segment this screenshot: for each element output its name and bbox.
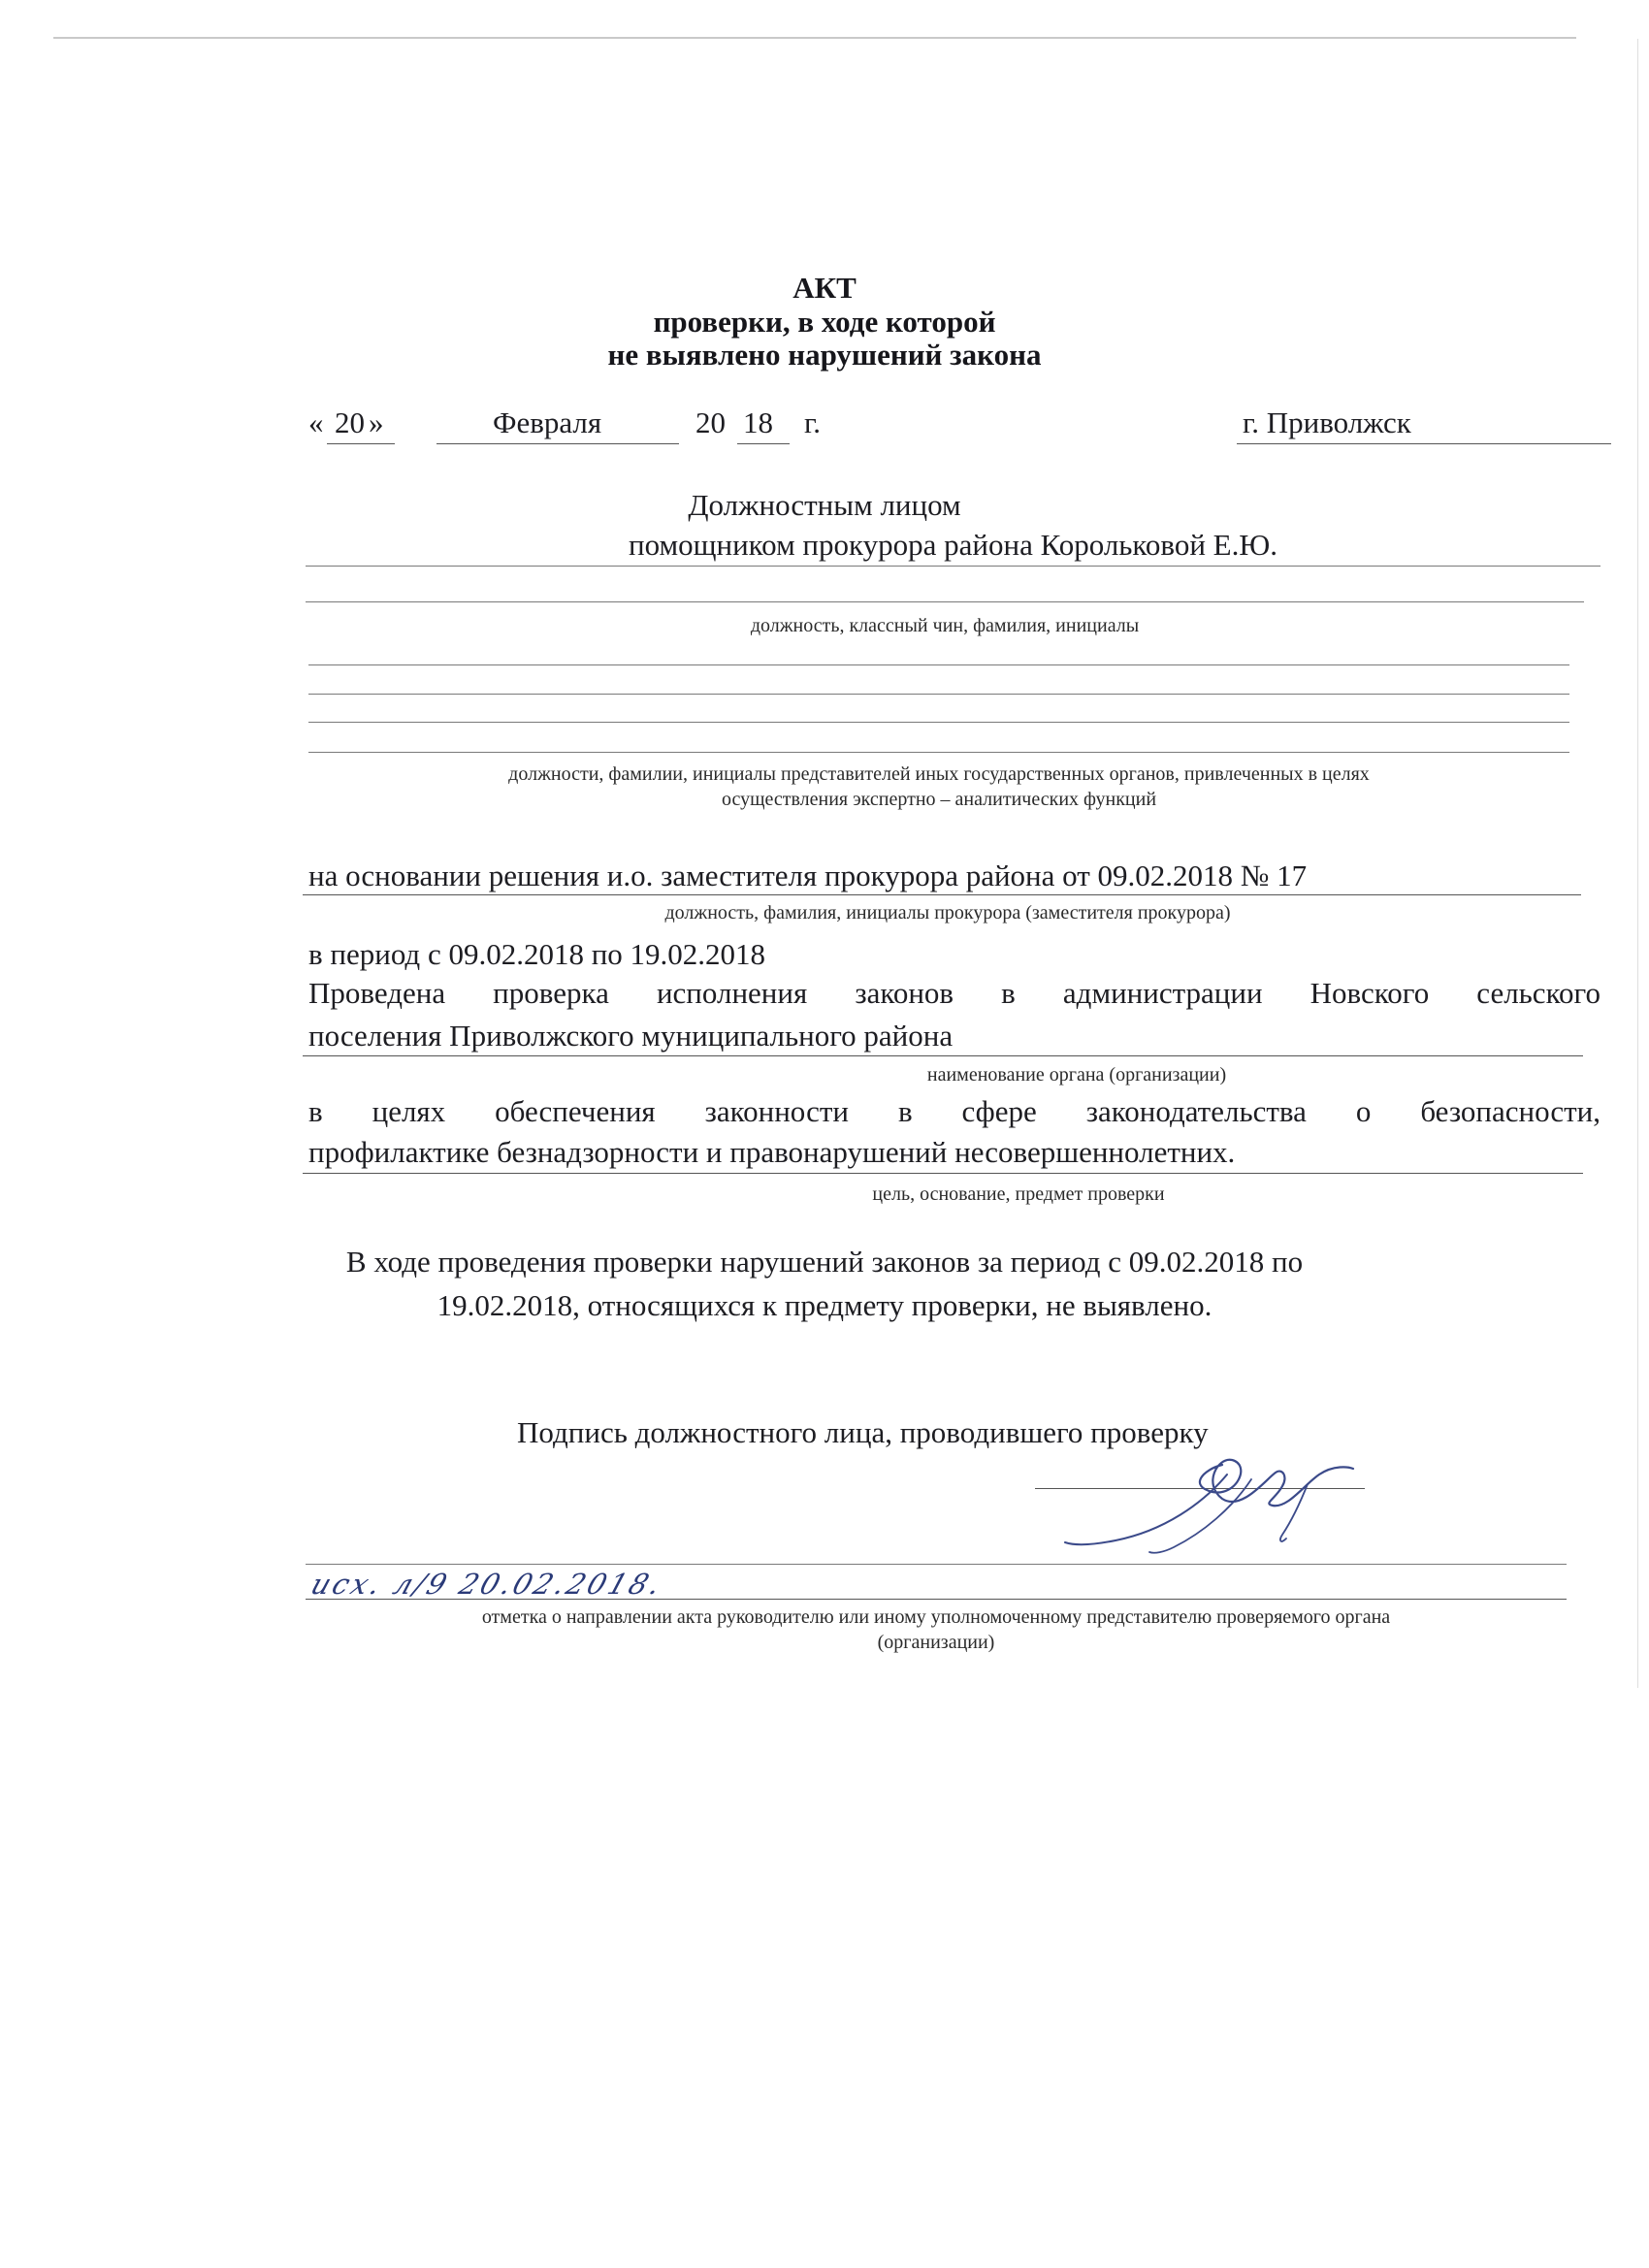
scan-edge-top bbox=[53, 37, 1576, 39]
date-year-prefix: 20 bbox=[695, 405, 726, 439]
official-name: помощником прокурора района Корольковой Е.Ю. bbox=[629, 528, 1277, 562]
date-day: 20 bbox=[335, 405, 365, 439]
experts-caption-1: должности, фамилии, инициалы представителей иных государственных органов, привлеченных в целях bbox=[508, 763, 1370, 785]
experts-line-4 bbox=[308, 752, 1569, 753]
dispatch-caption-1: отметка о направлении акта руководителю или иному уполномоченному представителю проверяемого органа bbox=[481, 1606, 1391, 1628]
experts-line-2 bbox=[308, 694, 1569, 695]
inspection-underline bbox=[303, 1055, 1583, 1056]
experts-caption-2: осуществления экспертно – аналитических функций bbox=[721, 789, 1157, 810]
official-caption: должность, классный чин, фамилия, инициалы bbox=[750, 615, 1140, 636]
date-month: Февраля bbox=[493, 405, 602, 439]
dispatch-handwritten-note: исх. л/9 20.02.2018. bbox=[307, 1568, 668, 1601]
result-line-1: В ходе проведения проверки нарушений законов за период с 09.02.2018 по bbox=[345, 1245, 1304, 1279]
experts-line-1 bbox=[308, 664, 1569, 665]
basis-text: на основании решения и.о. заместителя прокурора района от 09.02.2018 № 17 bbox=[308, 859, 1308, 892]
purpose-underline bbox=[303, 1173, 1583, 1174]
inspection-line-1: Проведена проверка исполнения законов в администрации Новского сельского bbox=[308, 976, 1600, 1010]
dispatch-caption-2: (организации) bbox=[877, 1632, 995, 1653]
date-close-quote: » bbox=[369, 405, 384, 439]
official-label: Должностным лицом bbox=[688, 488, 961, 522]
official-underline bbox=[306, 566, 1600, 567]
dispatch-top-line bbox=[306, 1564, 1567, 1565]
date-year-unit: г. bbox=[804, 405, 821, 439]
purpose-line-1: в целях обеспечения законности в сфере законодательства о безопасности, bbox=[308, 1094, 1600, 1128]
document-subtitle-2: не выявлено нарушений закона bbox=[607, 338, 1042, 372]
day-underline bbox=[327, 443, 395, 444]
period-text: в период с 09.02.2018 по 19.02.2018 bbox=[308, 937, 766, 971]
handwritten-signature bbox=[1057, 1426, 1368, 1571]
date-year-suffix: 18 bbox=[743, 405, 773, 439]
city: г. Приволжск bbox=[1243, 405, 1411, 439]
official-extra-line bbox=[306, 601, 1584, 602]
document-title: АКТ bbox=[792, 271, 857, 305]
result-line-2: 19.02.2018, относящихся к предмету проверки, не выявлено. bbox=[436, 1288, 1212, 1322]
signature-label: Подпись должностного лица, проводившего проверку bbox=[517, 1415, 1209, 1449]
month-underline bbox=[436, 443, 679, 444]
inspection-caption: наименование органа (организации) bbox=[926, 1064, 1227, 1085]
purpose-line-2: профилактике безнадзорности и правонарушений несовершеннолетних. bbox=[308, 1135, 1236, 1169]
city-underline bbox=[1237, 443, 1611, 444]
basis-caption: должность, фамилия, инициалы прокурора (заместителя прокурора) bbox=[664, 902, 1231, 923]
inspection-line-2: поселения Приволжского муниципального района bbox=[308, 1019, 954, 1053]
experts-line-3 bbox=[308, 722, 1569, 723]
dispatch-underline bbox=[306, 1599, 1567, 1600]
purpose-caption: цель, основание, предмет проверки bbox=[872, 1183, 1165, 1205]
document-subtitle-1: проверки, в ходе которой bbox=[653, 305, 996, 339]
basis-underline bbox=[303, 894, 1581, 895]
year-underline bbox=[737, 443, 790, 444]
date-open-quote: « bbox=[308, 405, 324, 439]
